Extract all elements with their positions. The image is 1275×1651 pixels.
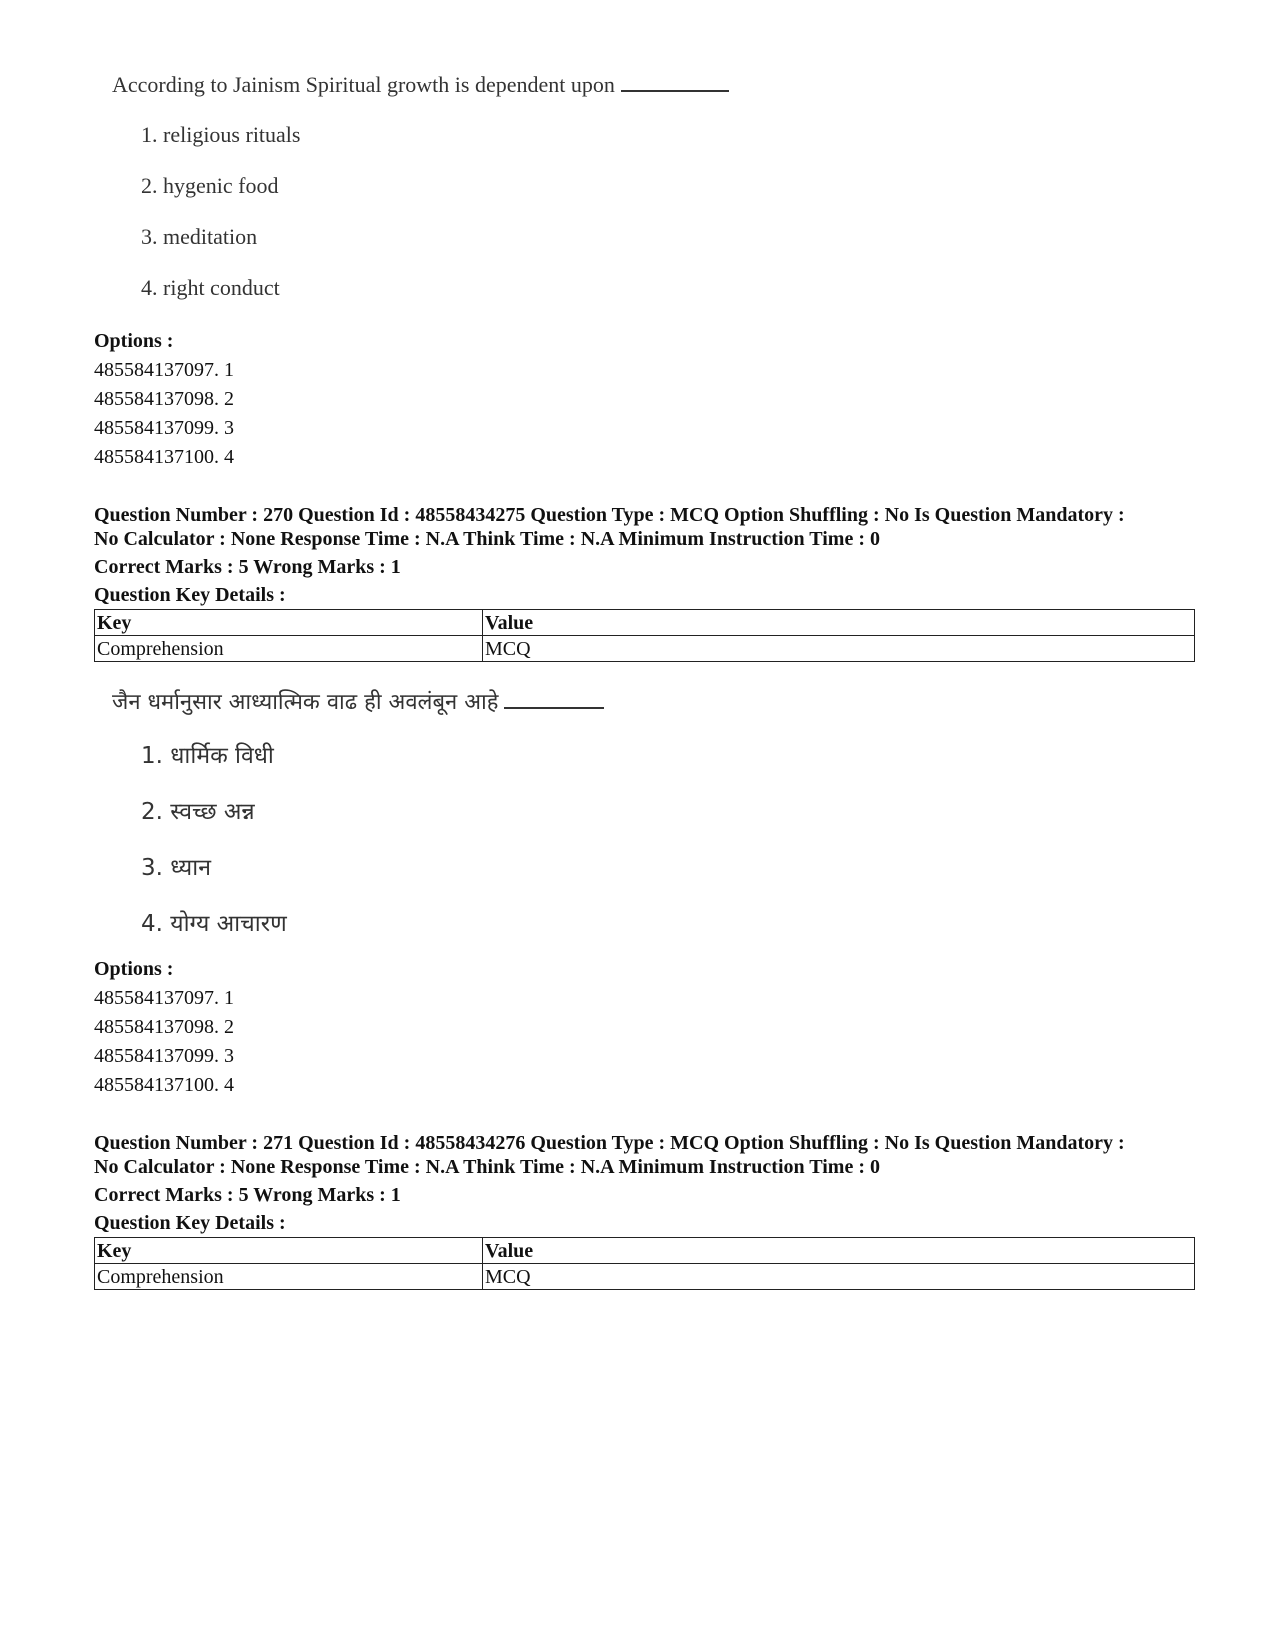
table-cell-value: MCQ (483, 636, 1195, 662)
question-key-details-label: Question Key Details : (94, 1212, 286, 1234)
option-item: 485584137100. 4 (94, 446, 234, 468)
table-header-key: Key (95, 1238, 483, 1264)
option-item: 485584137097. 1 (94, 987, 234, 1009)
option-item: 485584137099. 3 (94, 417, 234, 439)
options-label: Options : (94, 330, 174, 352)
option-item: 485584137097. 1 (94, 359, 234, 381)
table-row (95, 636, 1195, 662)
image-choice-2: 2. hygenic food (141, 173, 279, 198)
question-key-table (94, 609, 1195, 662)
question-key-details-label: Question Key Details : (94, 584, 286, 606)
question-image-english (112, 72, 729, 301)
question-key-table (94, 1237, 1195, 1290)
question-meta-271 (94, 1131, 1194, 1235)
option-item: 485584137099. 3 (94, 1045, 234, 1067)
options-label: Options : (94, 958, 174, 980)
question-meta-line-1: Question Number : 270 Question Id : 48558434275 Question Type : MCQ Option Shuffling : No Is Question Mandatory : (94, 504, 1125, 526)
image-choice-3: 3. meditation (141, 224, 258, 249)
option-item: 485584137098. 2 (94, 388, 234, 410)
answer-blank (504, 707, 604, 709)
question-meta-line-2: No Calculator : None Response Time : N.A Think Time : N.A Minimum Instruction Time : 0 (94, 1156, 880, 1178)
options-list (94, 327, 234, 472)
question-stem: जैन धर्मानुसार आध्यात्मिक वाढ ही अवलंबून आहे (112, 690, 499, 715)
answer-blank (621, 90, 729, 92)
table-cell-value: MCQ (483, 1264, 1195, 1290)
table-header-value: Value (483, 610, 1195, 636)
image-choice-4: 4. योग्य आचारण (141, 911, 287, 937)
table-cell-key: Comprehension (95, 1264, 483, 1290)
table-header-row (95, 1238, 1195, 1264)
image-choice-4: 4. right conduct (141, 275, 280, 300)
question-meta-line-2: No Calculator : None Response Time : N.A Think Time : N.A Minimum Instruction Time : 0 (94, 528, 880, 550)
question-image-marathi (112, 686, 604, 938)
table-header-value: Value (483, 1238, 1195, 1264)
table-header-row (95, 610, 1195, 636)
options-list (94, 955, 234, 1100)
table-header-key: Key (95, 610, 483, 636)
question-meta-270 (94, 503, 1194, 607)
question-meta-line-1: Question Number : 271 Question Id : 48558434276 Question Type : MCQ Option Shuffling : No Is Question Mandatory : (94, 1132, 1125, 1154)
image-choice-2: 2. स्वच्छ अन्न (141, 799, 255, 825)
question-stem: According to Jainism Spiritual growth is dependent upon (112, 72, 615, 97)
image-choice-1: 1. religious rituals (141, 122, 301, 147)
option-item: 485584137100. 4 (94, 1074, 234, 1096)
option-item: 485584137098. 2 (94, 1016, 234, 1038)
image-choice-3: 3. ध्यान (141, 855, 211, 881)
table-cell-key: Comprehension (95, 636, 483, 662)
image-choice-1: 1. धार्मिक विधी (141, 743, 274, 769)
question-marks: Correct Marks : 5 Wrong Marks : 1 (94, 556, 401, 578)
question-marks: Correct Marks : 5 Wrong Marks : 1 (94, 1184, 401, 1206)
table-row (95, 1264, 1195, 1290)
